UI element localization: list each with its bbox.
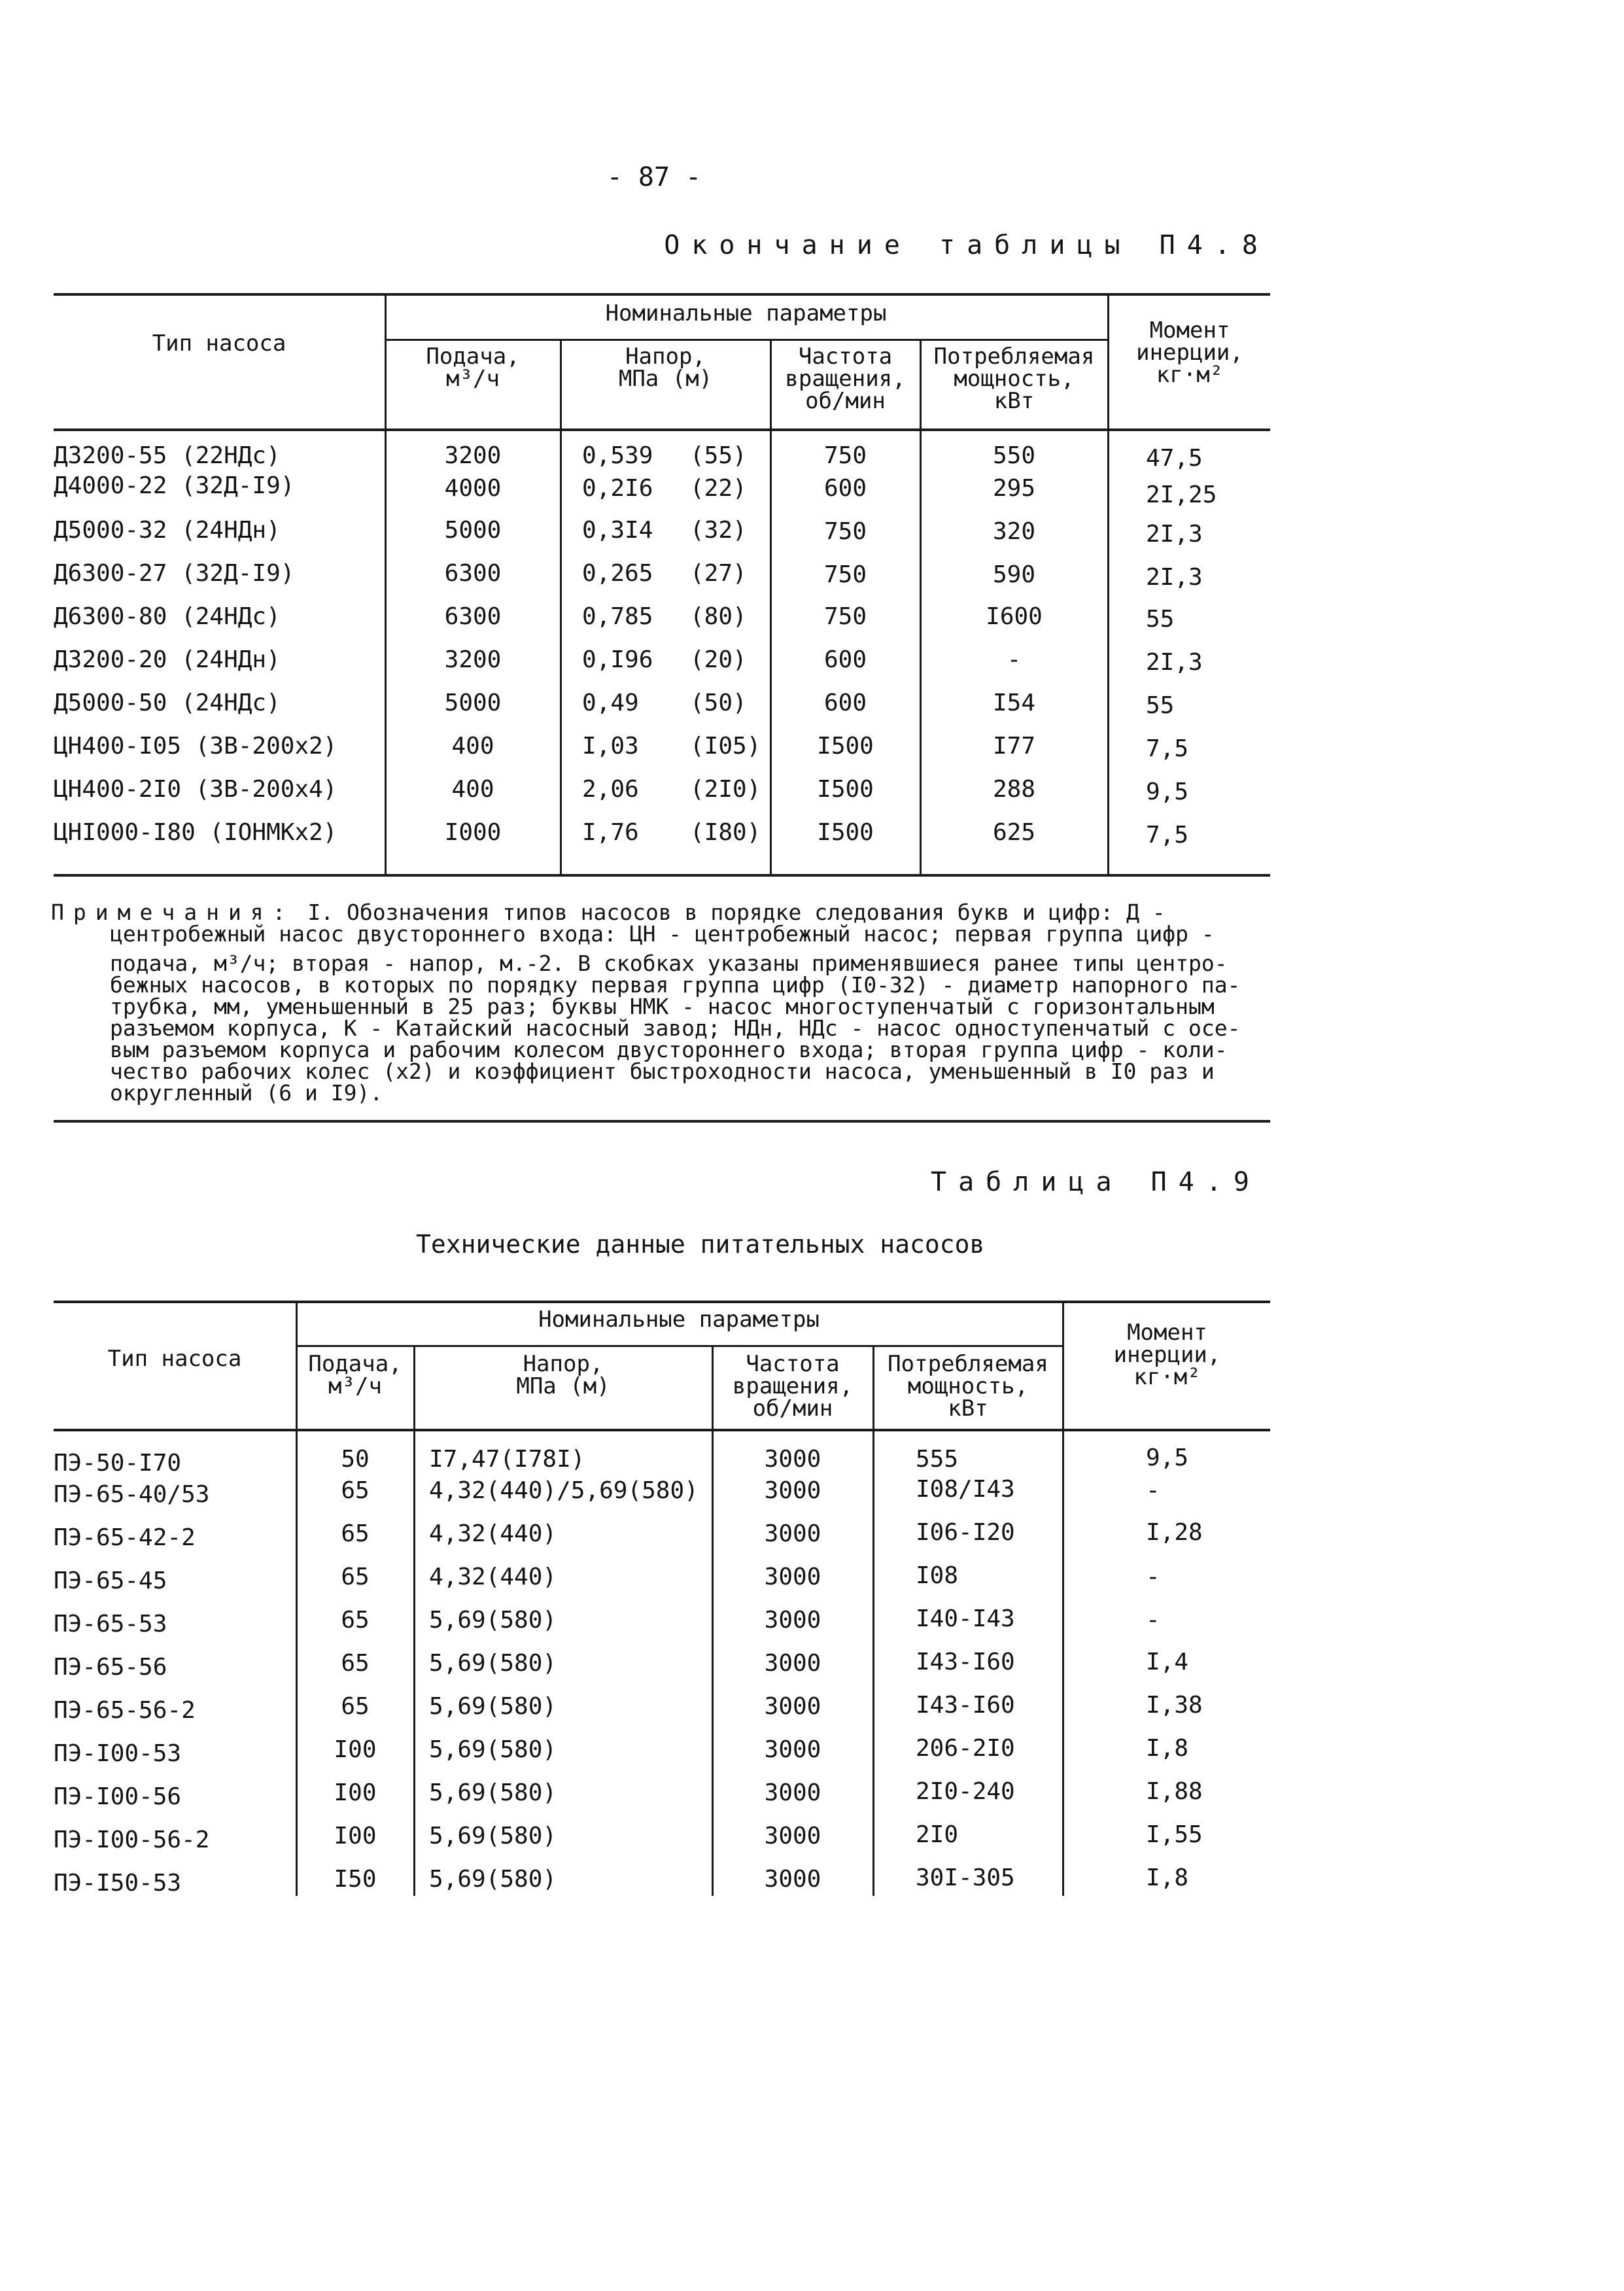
pump-type: ПЭ-65-56 — [54, 1654, 167, 1681]
speed-value: 3000 — [764, 1779, 821, 1806]
power-value: I54 — [992, 690, 1036, 716]
head-mpa-value: 0,3I4 — [582, 517, 653, 544]
inertia-value: 2I,3 — [1146, 521, 1203, 548]
head-value: 5,69(580) — [429, 1650, 557, 1677]
power-value: 320 — [992, 518, 1036, 545]
power-value: 295 — [992, 475, 1036, 502]
inertia-value: 7,5 — [1146, 822, 1189, 848]
speed-value: 750 — [823, 561, 867, 588]
pump-type: Д6300-80 (24НДс) — [54, 603, 281, 630]
pump-type: ЦН400-2I0 (3В-200х4) — [54, 776, 337, 803]
flow-value: 4000 — [444, 475, 502, 502]
table2-header-head: Напор, МПа (м) — [516, 1351, 610, 1399]
pump-type: ПЭ-I50-53 — [54, 1870, 182, 1897]
speed-value: I500 — [817, 733, 874, 760]
head-value: 5,69(580) — [429, 1736, 557, 1763]
table1-header-type: Тип насоса — [152, 330, 286, 357]
speed-value: 3000 — [764, 1650, 821, 1677]
power-value: 206-2I0 — [916, 1735, 1015, 1762]
head-mpa-value: 0,265 — [582, 560, 653, 587]
flow-value: I00 — [334, 1779, 377, 1806]
flow-value: 65 — [341, 1650, 370, 1677]
pump-type: Д3200-20 (24НДн) — [54, 646, 281, 673]
power-value: 288 — [992, 776, 1036, 803]
head-m-value: (I05) — [690, 733, 761, 760]
head-m-value: (22) — [690, 475, 747, 502]
speed-value: 3000 — [764, 1823, 821, 1849]
page-number: - 87 - — [606, 162, 702, 192]
inertia-value: I,8 — [1146, 1735, 1189, 1762]
power-value: 30I-305 — [916, 1864, 1015, 1891]
pump-type: ПЭ-65-56-2 — [54, 1697, 196, 1724]
table1-header-power: Потребляемая мощность, кВт — [933, 343, 1095, 414]
table1-caption: Окончание таблицы П4.8 — [664, 230, 1270, 260]
flow-value: 5000 — [444, 690, 502, 716]
flow-value: I50 — [334, 1866, 377, 1893]
speed-value: 3000 — [764, 1477, 821, 1504]
power-value: 2I0 — [916, 1821, 959, 1848]
pump-type: ЦНI000-I80 (IОНМКх2) — [54, 819, 337, 846]
power-value: 625 — [992, 819, 1036, 846]
power-value: 590 — [992, 561, 1036, 588]
power-value: 555 — [916, 1446, 959, 1473]
speed-value: 3000 — [764, 1736, 821, 1763]
flow-value: 50 — [341, 1446, 370, 1473]
flow-value: 65 — [341, 1520, 370, 1547]
speed-value: 3000 — [764, 1564, 821, 1590]
head-mpa-value: 0,49 — [582, 690, 639, 716]
table2-header-inertia: Момент инерции, кг·м² — [1113, 1320, 1221, 1390]
table2-header-nominal: Номинальные параметры — [538, 1306, 820, 1333]
inertia-value: 47,5 — [1146, 445, 1203, 472]
head-value: 5,69(580) — [429, 1607, 557, 1634]
inertia-value: 9,5 — [1146, 1444, 1189, 1471]
head-value: 4,32(440)/5,69(580) — [429, 1477, 699, 1504]
speed-value: 750 — [823, 442, 867, 469]
flow-value: 65 — [341, 1607, 370, 1634]
inertia-value: 55 — [1146, 606, 1175, 633]
head-value: 5,69(580) — [429, 1693, 557, 1720]
head-m-value: (55) — [690, 442, 747, 469]
flow-value: I00 — [334, 1736, 377, 1763]
head-value: 5,69(580) — [429, 1823, 557, 1849]
head-m-value: (50) — [690, 690, 747, 716]
head-mpa-value: I,03 — [582, 733, 639, 760]
flow-value: I00 — [334, 1823, 377, 1849]
flow-value: 65 — [341, 1693, 370, 1720]
inertia-value: 55 — [1146, 692, 1175, 719]
pump-type: Д3200-55 (22НДс) — [54, 442, 281, 469]
table1-header-nominal: Номинальные параметры — [605, 300, 887, 326]
power-value: I40-I43 — [916, 1605, 1015, 1632]
speed-value: 3000 — [764, 1520, 821, 1547]
flow-value: 6300 — [444, 560, 502, 587]
power-value: I43-I60 — [916, 1649, 1015, 1675]
pump-type: ПЭ-I00-56 — [54, 1783, 182, 1810]
power-value: I600 — [986, 603, 1043, 630]
power-value: I77 — [992, 733, 1036, 760]
flow-value: 400 — [451, 733, 494, 760]
speed-value: 3000 — [764, 1607, 821, 1634]
pump-type: Д6300-27 (32Д-I9) — [54, 560, 295, 587]
head-mpa-value: 0,2I6 — [582, 475, 653, 502]
flow-value: I000 — [444, 819, 502, 846]
head-m-value: (20) — [690, 646, 747, 673]
speed-value: 3000 — [764, 1866, 821, 1893]
power-value: I08 — [916, 1562, 959, 1589]
table2-header-type: Тип насоса — [107, 1346, 242, 1372]
table1-header-flow: Подача, м³/ч — [426, 343, 520, 392]
head-mpa-value: 0,539 — [582, 442, 653, 469]
speed-value: I500 — [817, 776, 874, 803]
inertia-value: - — [1146, 1564, 1160, 1590]
notes-label: Примечания: — [51, 900, 295, 925]
pump-type: Д4000-22 (32Д-I9) — [54, 472, 295, 499]
power-value: I43-I60 — [916, 1692, 1015, 1719]
speed-value: 3000 — [764, 1446, 821, 1473]
pump-type: ПЭ-I00-53 — [54, 1740, 182, 1767]
table2-header-power: Потребляемая мощность, кВт — [888, 1351, 1048, 1422]
table2-title: Технические данные питательных насосов — [416, 1230, 985, 1259]
pump-type: ПЭ-65-53 — [54, 1611, 167, 1637]
inertia-value: 9,5 — [1146, 778, 1189, 805]
head-mpa-value: I,76 — [582, 819, 639, 846]
flow-value: 3200 — [444, 646, 502, 673]
speed-value: I500 — [817, 819, 874, 846]
flow-value: 6300 — [444, 603, 502, 630]
power-value: 2I0-240 — [916, 1778, 1015, 1805]
flow-value: 5000 — [444, 517, 502, 544]
pump-type: ПЭ-65-40/53 — [54, 1481, 210, 1508]
table2-header-flow: Подача, м³/ч — [308, 1351, 402, 1399]
head-value: 5,69(580) — [429, 1779, 557, 1806]
inertia-value: - — [1146, 1607, 1160, 1634]
pump-type: Д5000-50 (24НДс) — [54, 690, 281, 716]
flow-value: 3200 — [444, 442, 502, 469]
head-mpa-value: 0,785 — [582, 603, 653, 630]
table1-header-inertia: Момент инерции, кг·м² — [1136, 317, 1243, 388]
inertia-value: 2I,3 — [1146, 564, 1203, 591]
table1-header-head: Напор, МПа (м) — [618, 343, 713, 392]
speed-value: 750 — [823, 603, 867, 630]
pump-type: ПЭ-65-42-2 — [54, 1524, 196, 1551]
head-m-value: (80) — [690, 603, 747, 630]
flow-value: 65 — [341, 1564, 370, 1590]
head-m-value: (27) — [690, 560, 747, 587]
inertia-value: 2I,25 — [1146, 481, 1217, 508]
power-value: I06-I20 — [916, 1519, 1015, 1546]
table1-notes: Примечания: I. Обозначения типов насосов в порядке следования букв и цифр: Д - центробежный насос двустороннего входа: ЦН - центробежный насос; первая группа цифр - подача, м³/ч; вторая - напор, м.-2. В скобках указаны применявшиеся ранее типы центро- бежных насосов, в которых по порядку первая группа цифр (I0-32) - диаметр напорного па- трубка, мм, уменьшенный в 25 раз; буквы НМК - насос многоступенчатый с горизонтальным разъемом корпуса, К - Катайский насосный завод; НДн, НДс - насос одноступенчатый с осе- вым разъемом корпуса и рабочим колесом двустороннего входа; вторая группа цифр - коли- чество рабочих колес (х2) и коэффициент быстроходности насоса, уменьшенный в I0 раз и округленный (6 и I9). — [51, 900, 1241, 1106]
inertia-value: I,8 — [1146, 1864, 1189, 1891]
speed-value: 600 — [823, 646, 867, 673]
table2-caption: Таблица П4.9 — [931, 1167, 1261, 1197]
head-m-value: (32) — [690, 517, 747, 544]
head-value: I7,47(I78I) — [429, 1446, 585, 1473]
speed-value: 600 — [823, 690, 867, 716]
inertia-value: 2I,3 — [1146, 649, 1203, 676]
notes-rule — [54, 1120, 1270, 1123]
flow-value: 65 — [341, 1477, 370, 1504]
inertia-value: I,38 — [1146, 1692, 1203, 1719]
inertia-value: I,88 — [1146, 1778, 1203, 1805]
table2-header-speed: Частота вращения, об/мин — [732, 1351, 854, 1422]
table1-header-speed: Частота вращения, об/мин — [785, 343, 906, 414]
head-m-value: (2I0) — [690, 776, 761, 803]
pump-type: ЦН400-I05 (3В-200х2) — [54, 733, 337, 760]
power-value: I08/I43 — [916, 1476, 1015, 1503]
speed-value: 600 — [823, 475, 867, 502]
head-m-value: (I80) — [690, 819, 761, 846]
power-value: 550 — [992, 442, 1036, 469]
head-value: 4,32(440) — [429, 1564, 557, 1590]
power-value: - — [1007, 646, 1022, 673]
speed-value: 3000 — [764, 1693, 821, 1720]
inertia-value: I,28 — [1146, 1519, 1203, 1546]
head-mpa-value: 2,06 — [582, 776, 639, 803]
head-value: 5,69(580) — [429, 1866, 557, 1893]
speed-value: 750 — [823, 518, 867, 545]
inertia-value: 7,5 — [1146, 735, 1189, 762]
pump-type: ПЭ-65-45 — [54, 1567, 167, 1594]
inertia-value: I,55 — [1146, 1821, 1203, 1848]
head-value: 4,32(440) — [429, 1520, 557, 1547]
head-mpa-value: 0,I96 — [582, 646, 653, 673]
pump-type: ПЭ-I00-56-2 — [54, 1827, 210, 1853]
inertia-value: - — [1146, 1477, 1160, 1504]
pump-type: ПЭ-50-I70 — [54, 1450, 182, 1477]
flow-value: 400 — [451, 776, 494, 803]
inertia-value: I,4 — [1146, 1649, 1189, 1675]
pump-type: Д5000-32 (24НДн) — [54, 517, 281, 544]
